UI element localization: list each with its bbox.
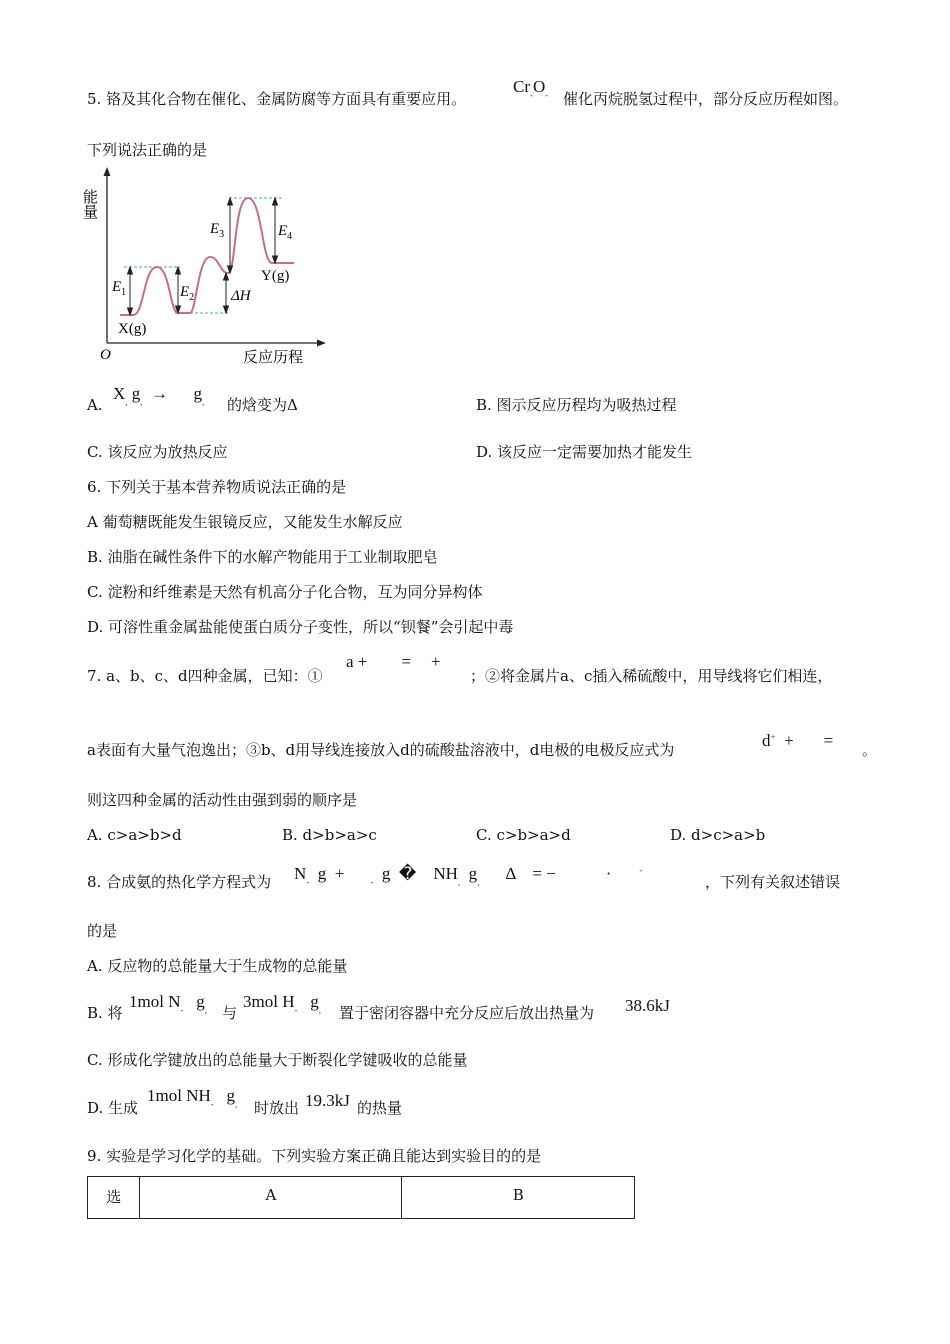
q8-optD-text: 时放出 <box>254 1099 300 1117</box>
q7-eq2-eq: = <box>823 731 834 750</box>
q8-optD-val: 19.3kJ <box>305 1091 350 1110</box>
q8-optA: A. 反应物的总能量大于生成物的总能量 <box>87 957 348 975</box>
end-label: Y(g) <box>261 268 290 284</box>
x-axis-arrow <box>317 340 326 347</box>
q9-table-head-2: B <box>402 1177 635 1219</box>
x-axis-label: 反应历程 <box>243 350 304 366</box>
q8-stem-2: ，下列有关叙述错误 <box>705 873 841 891</box>
q8-optB-f2: 3mol $H_-$ $g_,$ <box>243 992 321 1015</box>
q8-eq-g3: g <box>468 864 478 883</box>
q5-formula-cr: Cr <box>513 77 530 96</box>
q7-eq1-a: a + <box>346 652 368 671</box>
e4-label: $E_4$ <box>278 223 293 242</box>
q8-eq-g2: g <box>381 864 391 883</box>
q5-optA-text: 的焓变为Δ <box>227 396 298 414</box>
q8-optB-f1: 1mol $N_-$ $g_,$ <box>129 992 207 1015</box>
q8-optB-val: 38.6kJ <box>625 996 670 1015</box>
q7-optB: B. d>b>a>c <box>282 826 377 844</box>
q8-eq-rev: � <box>398 864 417 883</box>
q8-optD-g: g <box>226 1086 235 1105</box>
q5-stem-3: 下列说法正确的是 <box>87 141 208 159</box>
q7-eq1-eq: = <box>401 652 411 671</box>
q5-stem-2: 催化丙烷脱氢过程中，部分反应历程如图。 <box>563 90 849 108</box>
q7-eq2-plus: + <box>784 731 794 750</box>
q7-optD: D. d>c>a>b <box>670 826 766 844</box>
q7-optA: A. c>a>b>d <box>87 826 182 844</box>
q6-optB: B. 油脂在碱性条件下的水解产物能用于工业制取肥皂 <box>87 548 438 566</box>
q6-optA: A 葡萄糖既能发生银镜反应，又能发生水解反应 <box>87 513 403 531</box>
q5-formula-o: O <box>533 77 546 96</box>
q5-optB: B. 图示反应历程均为吸热过程 <box>476 396 677 414</box>
q5-formula-sub2: - <box>545 90 549 100</box>
q7-stem-3: a表面有大量气泡逸出；③b、d用导线连接放入d的硫酸盐溶液中，d电极的电极反应式为 <box>87 741 675 759</box>
q8-stem-3: 的是 <box>87 922 118 940</box>
q7-eq1-plus: + <box>430 652 441 671</box>
q8-optC: C. 形成化学键放出的总能量大于断裂化学键吸收的总能量 <box>87 1051 468 1069</box>
q8-eq-nh: NH <box>433 864 458 883</box>
q8-eq-g1: g <box>317 864 327 883</box>
origin-label: O <box>100 347 111 363</box>
q8-optB-f1-text: 1mol N <box>129 992 181 1011</box>
q8-optB-label: B. 将 <box>87 1004 123 1022</box>
q7-eq2-d: d <box>762 731 771 750</box>
q5-optA-arrow: → <box>151 384 169 403</box>
q9-stem: 9. 实验是学习化学的基础。下列实验方案正确且能达到实验目的的是 <box>87 1147 542 1165</box>
y-axis-label: 能量 <box>81 189 97 219</box>
q8-optB-g2: g <box>310 992 319 1011</box>
q7-eq1 <box>346 652 441 672</box>
q5-optA-g2: g <box>193 384 203 403</box>
q9-table <box>87 1176 635 1219</box>
q8-optB-f2-text: 3mol H <box>243 992 295 1011</box>
q5-formula-sub: - <box>530 90 533 100</box>
q7-optC: C. c>b>a>d <box>476 826 571 844</box>
q7-stem-2: ；②将金属片a、c插入稀硫酸中，用导线将它们相连， <box>470 667 833 685</box>
q8-stem-1: 8. 合成氨的热化学方程式为 <box>87 873 272 891</box>
q8-eq-n: N <box>294 864 307 883</box>
q9-table-head-1: A <box>140 1177 402 1219</box>
q5-stem-1: 5. 铬及其化合物在催化、金属防腐等方面具有重要应用。 <box>87 90 467 108</box>
q6-optC: C. 淀粉和纤维素是天然有机高分子化合物，互为同分异构体 <box>87 583 483 601</box>
dh-label: ΔH <box>231 288 251 304</box>
q7-eq2: d+ + = <box>762 731 834 750</box>
q8-eq-eqminus: = − <box>532 864 556 883</box>
q8-optB-with: 与 <box>222 1004 238 1022</box>
q5-optA-x: X <box>113 384 126 403</box>
q5-optA-formula: $X_,$ $g_,$ → $g_,$ <box>113 384 205 407</box>
q6-optD: D. 可溶性重金属盐能使蛋白质分子变性，所以“钡餐”会引起中毒 <box>87 618 514 636</box>
y-axis-arrow <box>104 167 111 176</box>
q5-optD: D. 该反应一定需要加热才能发生 <box>476 443 693 461</box>
q8-optD-label: D. 生成 <box>87 1099 139 1117</box>
q8-optB-g1: g <box>196 992 205 1011</box>
q8-optD-end: 的热量 <box>357 1099 403 1117</box>
q8-eq-dot: · <box>605 864 612 883</box>
q6-stem: 6. 下列关于基本营养物质说法正确的是 <box>87 478 347 496</box>
q8-eq-plus: + <box>334 864 345 883</box>
e3-label: $E_3$ <box>210 221 225 240</box>
energy-curve <box>120 198 294 315</box>
q5-formula <box>513 77 548 105</box>
q8-optD-f: 1mol $NH_-$ $g_,$ <box>147 1086 238 1109</box>
e2-label: $E_2$ <box>180 284 195 303</box>
energy-diagram <box>80 163 330 368</box>
q8-optD-f-text: 1mol NH <box>147 1086 211 1105</box>
table-row <box>88 1177 635 1219</box>
q8-optB-text: 置于密闭容器中充分反应后放出热量为 <box>339 1004 595 1022</box>
q7-stem-end: 。 <box>862 741 878 759</box>
q5-optA-label: A. <box>87 396 103 414</box>
e1-label: $E_1$ <box>112 279 127 298</box>
start-label: X(g) <box>118 321 147 337</box>
q9-table-head-0: 选 <box>88 1177 140 1219</box>
q8-eq-delta: Δ <box>505 864 517 883</box>
q7-stem-4: 则这四种金属的活动性由强到弱的顺序是 <box>87 791 358 809</box>
q5-optA-g1: g <box>131 384 141 403</box>
q7-stem-1: 7. a、b、c、d四种金属，已知：① <box>87 667 323 685</box>
q5-optC: C. 该反应为放热反应 <box>87 443 228 461</box>
q8-equation: $N_-$ g + $_-$ g � $NH_,$ $g_,$ Δ = − · - <box>294 864 643 887</box>
